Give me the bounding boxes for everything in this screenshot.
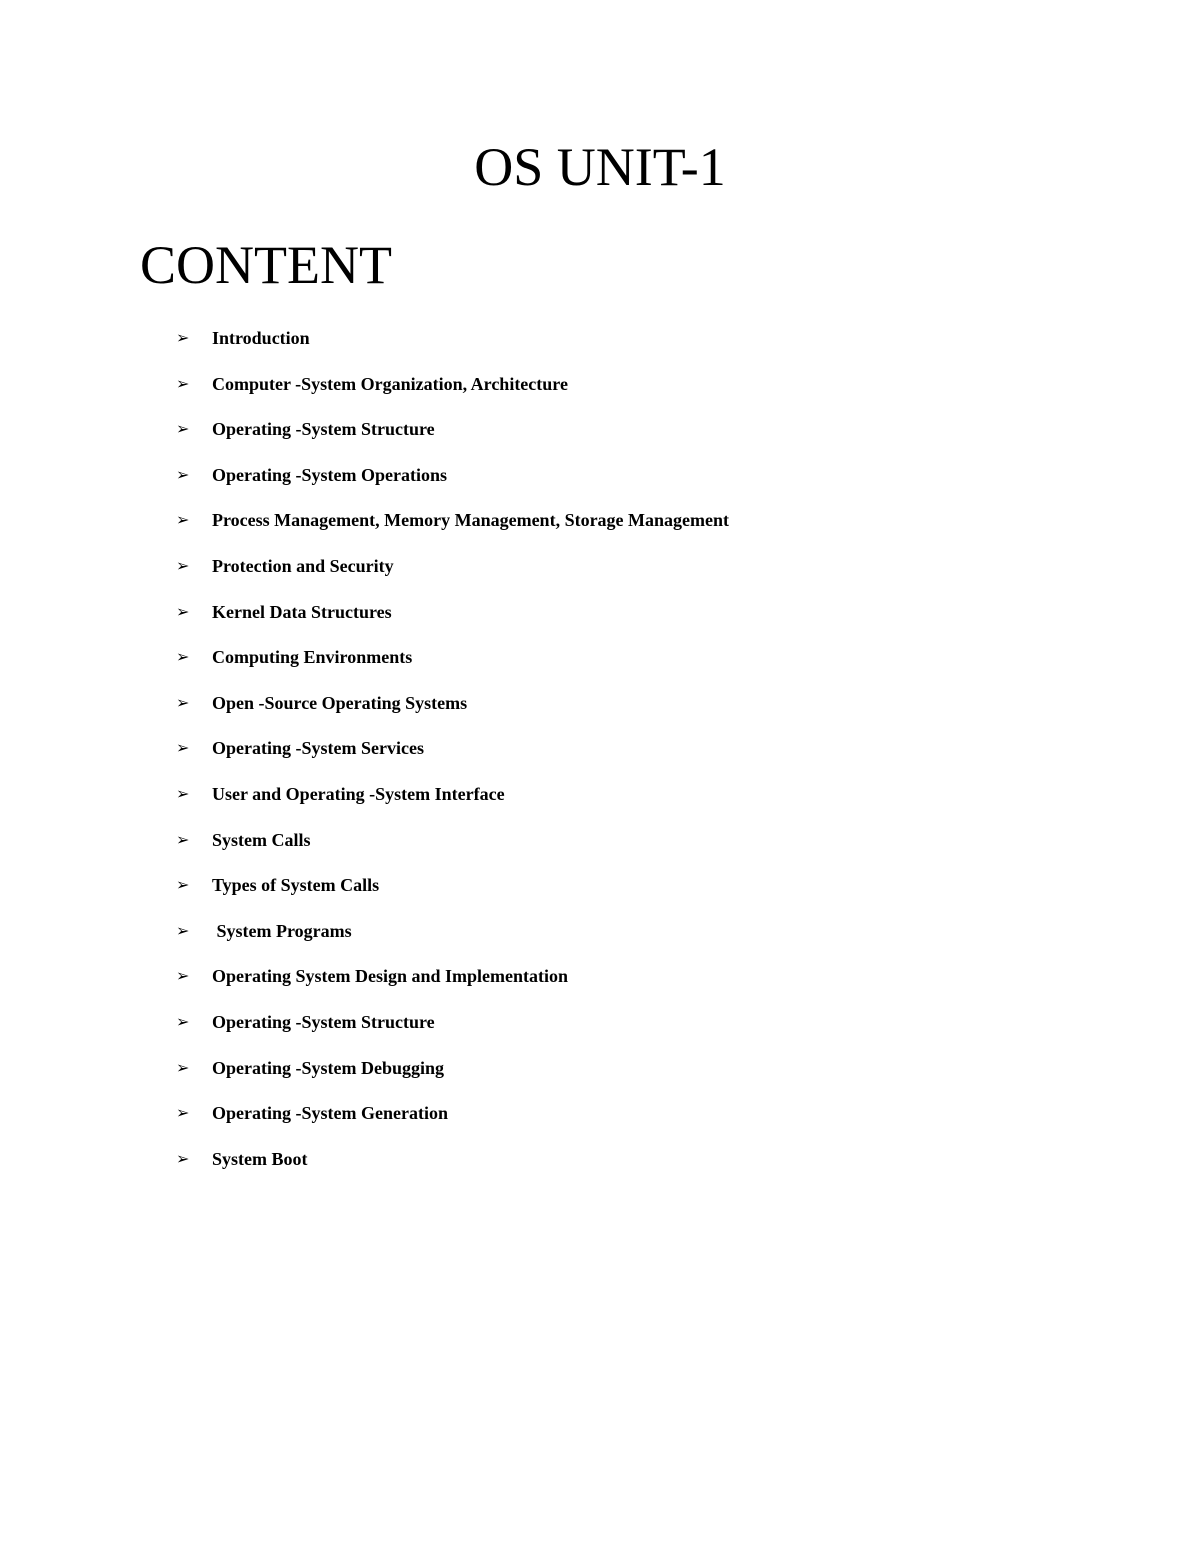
list-item [176,508,729,554]
arrowhead-bullet-icon: ➢ [176,555,190,575]
arrowhead-bullet-icon: ➢ [176,738,190,758]
list-item [176,828,729,874]
list-item-label: System Programs [212,920,352,941]
arrowhead-bullet-icon: ➢ [176,510,190,530]
list-item-label: User and Operating -System Interface [212,783,505,804]
list-item-label: Operating -System Structure [212,1011,435,1032]
list-item-label: Operating -System Structure [212,419,435,440]
list-item-label: System Calls [212,829,311,850]
arrowhead-bullet-icon: ➢ [176,692,190,712]
list-item [176,554,729,600]
arrowhead-bullet-icon: ➢ [176,1103,190,1123]
list-item [176,326,729,372]
list-item [176,736,729,782]
list-item [176,1010,729,1056]
list-item-label: Computer -System Organization, Architecture [212,373,568,394]
list-item-label: Process Management, Memory Management, Storage Management [212,510,730,531]
list-item [176,964,729,1010]
list-item-label: Introduction [212,328,310,348]
content-list [176,326,729,1192]
list-item [176,873,729,919]
list-item-label: Operating System Design and Implementation [212,966,569,987]
list-item [176,919,729,965]
list-item-label: Protection and Security [212,555,394,576]
arrowhead-bullet-icon: ➢ [176,920,190,940]
list-item-label: Kernel Data Structures [212,601,392,622]
arrowhead-bullet-icon: ➢ [176,829,190,849]
list-item [176,691,729,737]
arrowhead-bullet-icon: ➢ [176,373,190,393]
list-item [176,372,729,418]
list-item [176,1147,729,1193]
list-item [176,600,729,646]
list-item [176,463,729,509]
list-item-label: System Boot [212,1148,308,1169]
list-item [176,417,729,463]
arrowhead-bullet-icon: ➢ [176,647,190,667]
arrowhead-bullet-icon: ➢ [176,419,190,439]
list-item-label: Open -Source Operating Systems [212,692,468,713]
list-item [176,1056,729,1102]
arrowhead-bullet-icon: ➢ [176,875,190,895]
arrowhead-bullet-icon: ➢ [176,601,190,621]
arrowhead-bullet-icon: ➢ [176,1148,190,1168]
arrowhead-bullet-icon: ➢ [176,966,190,986]
list-item-label: Types of System Calls [212,875,380,896]
list-item-label: Computing Environments [212,647,413,668]
list-item-label: Operating -System Operations [212,464,447,485]
list-item [176,782,729,828]
arrowhead-bullet-icon: ➢ [176,1011,190,1031]
arrowhead-bullet-icon: ➢ [176,464,190,484]
list-item [176,645,729,691]
list-item-label: Operating -System Services [212,738,424,759]
arrowhead-bullet-icon: ➢ [176,1057,190,1077]
arrowhead-bullet-icon: ➢ [176,783,190,803]
list-item-label: Operating -System Debugging [212,1057,445,1078]
page-title: OS UNIT-1 [474,137,726,197]
list-item-label: Operating -System Generation [212,1103,448,1124]
section-heading: CONTENT [140,235,392,295]
arrowhead-bullet-icon: ➢ [176,328,190,347]
list-item [176,1101,729,1147]
